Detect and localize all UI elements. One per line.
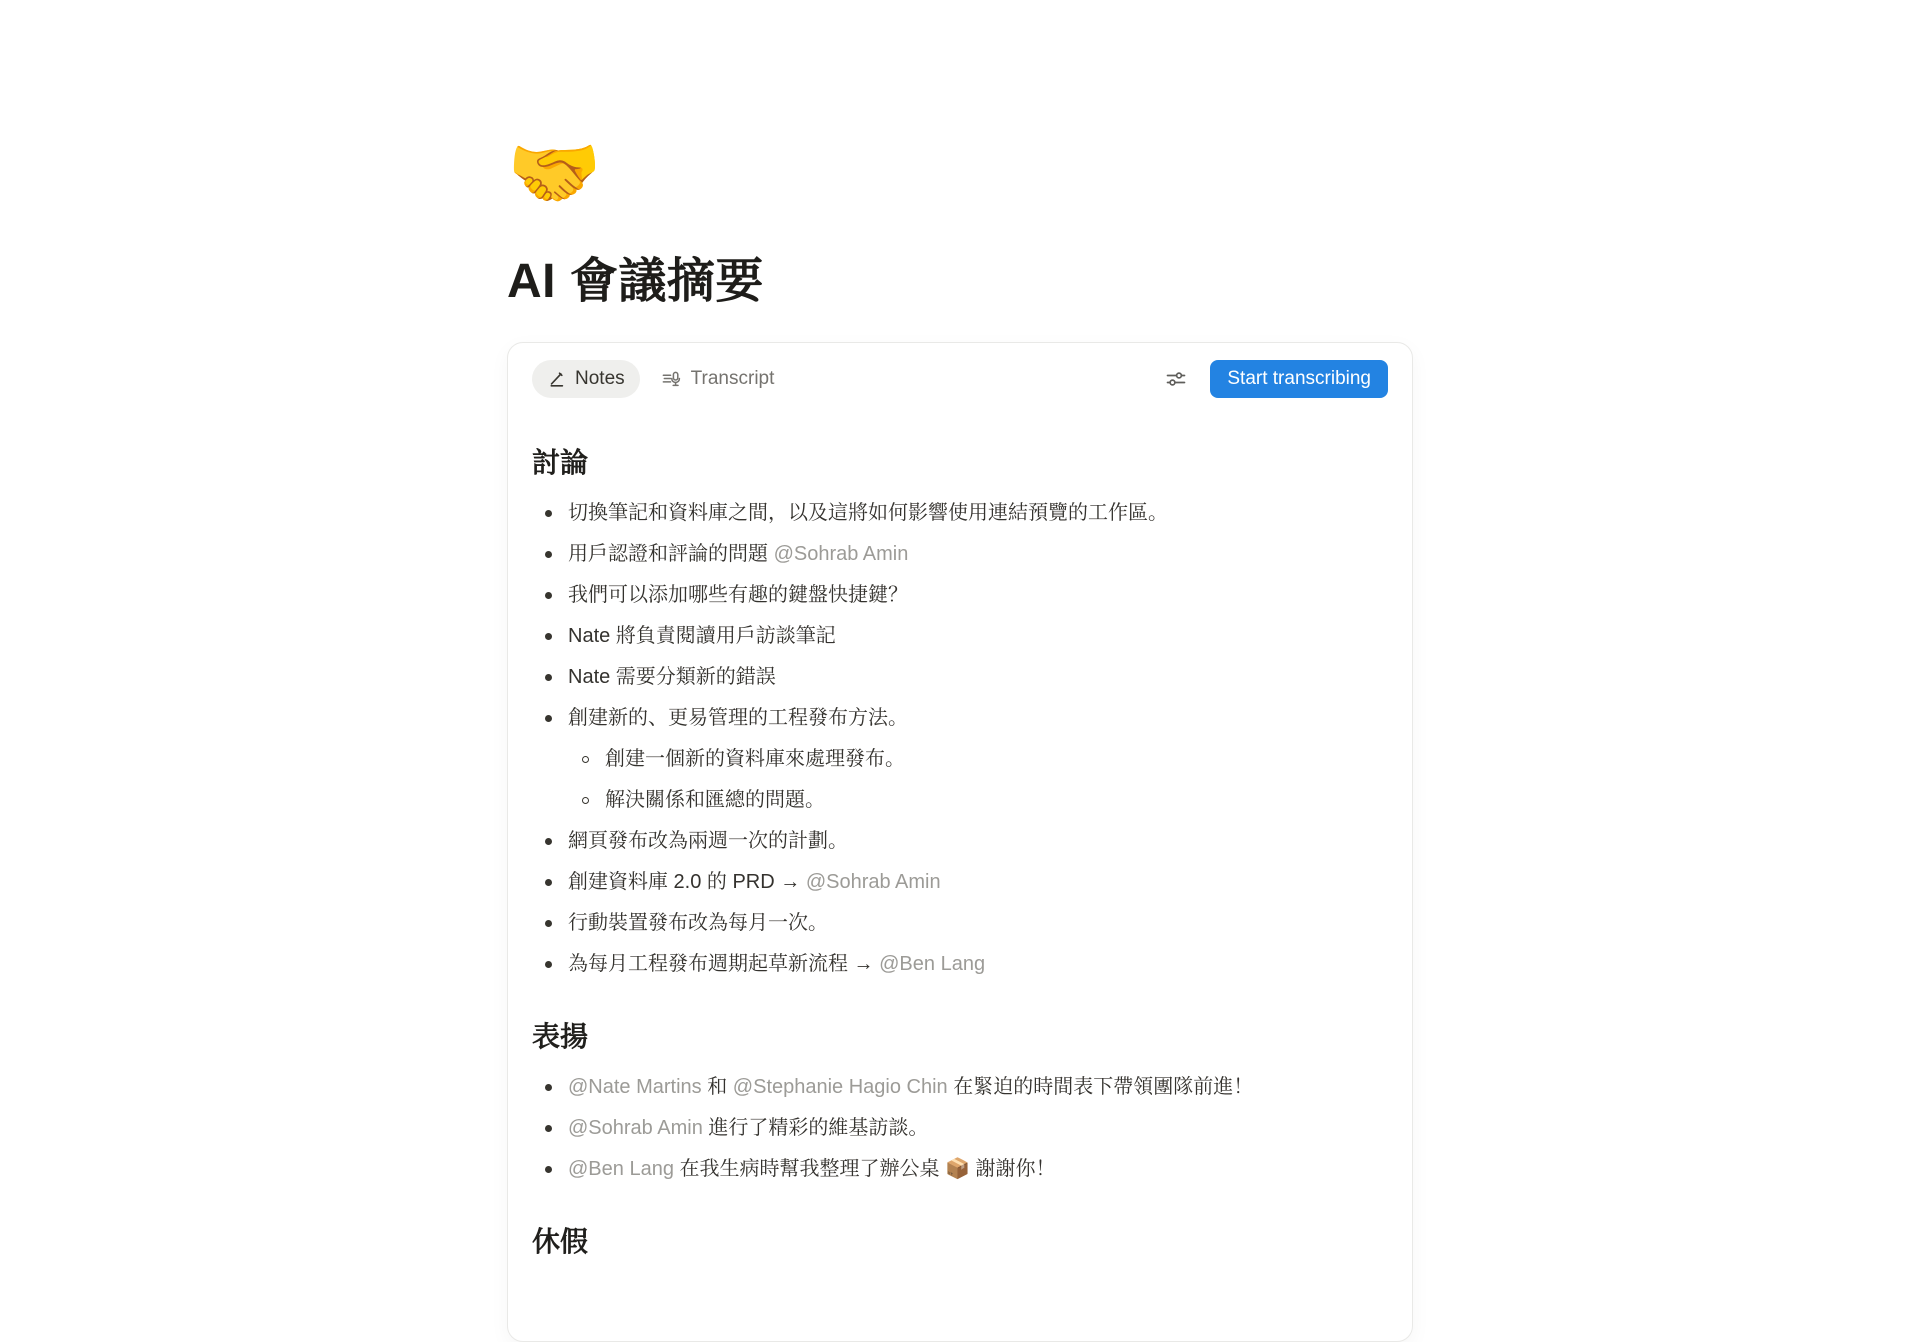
tab-bar (532, 360, 789, 398)
section-heading[interactable]: 表揚 (532, 1021, 589, 1052)
bullet-icon (532, 580, 568, 610)
user-mention[interactable]: @Ben Lang (879, 953, 986, 975)
transcript-mic-icon (661, 369, 682, 390)
list-item-text (568, 1154, 1388, 1184)
list-item-text (568, 580, 1388, 610)
bullet-icon (532, 1072, 568, 1102)
bullet-icon (532, 1154, 568, 1184)
list-item-text (605, 785, 1388, 815)
bullet-icon (532, 498, 568, 528)
text-run: Nate 將負責閱讀用戶訪談筆記 (568, 625, 836, 647)
list-item-text (568, 703, 1388, 733)
list-item[interactable] (532, 616, 1388, 657)
text-run: 為每月工程發布週期起草新流程 → (568, 953, 880, 975)
list-item-text (568, 908, 1388, 938)
text-run: 我們可以添加哪些有趣的鍵盤快捷鍵？ (568, 584, 908, 606)
user-mention[interactable]: @Sohrab Amin (773, 543, 909, 565)
bullet-icon (532, 621, 568, 651)
toolbar (532, 357, 1388, 401)
page-title[interactable]: AI 會議摘要 (507, 255, 764, 308)
notes-section (532, 441, 1388, 985)
notes-document (532, 441, 1388, 1260)
list-item-text (568, 621, 1388, 651)
list-item-text (605, 744, 1388, 774)
list-item-text (568, 539, 1388, 569)
list-item[interactable] (532, 534, 1388, 575)
list-item[interactable] (532, 903, 1388, 944)
tab-transcript-label: Transcript (690, 368, 775, 389)
text-run: 行動裝置發布改為每月一次。 (568, 912, 828, 934)
text-run: 創建一個新的資料庫來處理發布。 (605, 748, 905, 770)
list-item-text (568, 826, 1388, 856)
list-item-text (568, 498, 1388, 528)
tab-notes[interactable] (532, 360, 640, 398)
content-column (507, 0, 1413, 1342)
list-item-text (568, 949, 1388, 979)
text-run: 在緊迫的時間表下帶領團隊前進！ (947, 1076, 1254, 1098)
hollow-bullet-icon (569, 744, 605, 774)
list-item[interactable] (532, 1067, 1388, 1108)
text-run: 切換筆記和資料庫之間，以及這將如何影響使用連結預覽的工作區。 (568, 502, 1168, 524)
list-item[interactable] (532, 944, 1388, 985)
text-run: 用戶認證和評論的問題 (568, 543, 774, 565)
notes-section (532, 1220, 1388, 1260)
sliders-icon[interactable] (1160, 363, 1192, 395)
start-transcribing-button[interactable]: Start transcribing (1210, 360, 1388, 398)
bullet-icon (532, 949, 568, 979)
text-run: Nate 需要分類新的錯誤 (568, 666, 776, 688)
list-item-text (568, 662, 1388, 692)
tab-notes-label: Notes (575, 368, 625, 389)
list-item[interactable] (532, 698, 1388, 739)
list-item[interactable] (532, 862, 1388, 903)
text-run: 進行了精彩的維基訪談。 (702, 1117, 929, 1139)
bullet-icon (532, 867, 568, 897)
notes-section (532, 1015, 1388, 1190)
bullet-icon (532, 539, 568, 569)
bullet-icon (532, 826, 568, 856)
handshake-emoji[interactable]: 🤝 (507, 131, 602, 216)
text-run: 在我生病時幫我整理了辦公桌 📦 謝謝你！ (673, 1158, 1056, 1180)
user-mention[interactable]: @Sohrab Amin (568, 1117, 703, 1139)
bullet-icon (532, 908, 568, 938)
toolbar-right (1160, 360, 1388, 398)
text-run: 網頁發布改為兩週一次的計劃。 (568, 830, 848, 852)
user-mention[interactable]: @Nate Martins (568, 1076, 702, 1098)
list-item-text (568, 867, 1388, 897)
bullet-list (532, 493, 1388, 985)
section-heading[interactable]: 休假 (532, 1226, 589, 1257)
user-mention[interactable]: @Stephanie Hagio Chin (732, 1076, 948, 1098)
list-item[interactable] (532, 739, 1388, 780)
list-item[interactable] (532, 493, 1388, 534)
text-run: 創建資料庫 2.0 的 PRD → (568, 871, 806, 893)
bullet-icon (532, 1113, 568, 1143)
user-mention[interactable]: @Ben Lang (568, 1158, 674, 1180)
text-run: 解決關係和匯總的問題。 (605, 789, 825, 811)
bullet-list (532, 1067, 1388, 1190)
list-item[interactable] (532, 821, 1388, 862)
list-item[interactable] (532, 1149, 1388, 1190)
list-item[interactable] (532, 657, 1388, 698)
list-item-text (568, 1072, 1388, 1102)
tab-transcript[interactable] (646, 360, 790, 398)
user-mention[interactable]: @Sohrab Amin (805, 871, 941, 893)
text-run: 和 (701, 1076, 733, 1098)
meeting-notes-card (507, 342, 1413, 1342)
text-run: 創建新的、更易管理的工程發布方法。 (568, 707, 908, 729)
bullet-icon (532, 703, 568, 733)
bullet-icon (532, 662, 568, 692)
list-item[interactable] (532, 780, 1388, 821)
hollow-bullet-icon (569, 785, 605, 815)
list-item[interactable] (532, 575, 1388, 616)
section-heading[interactable]: 討論 (532, 447, 589, 478)
pencil-icon (547, 370, 566, 389)
list-item-text (568, 1113, 1388, 1143)
list-item[interactable] (532, 1108, 1388, 1149)
